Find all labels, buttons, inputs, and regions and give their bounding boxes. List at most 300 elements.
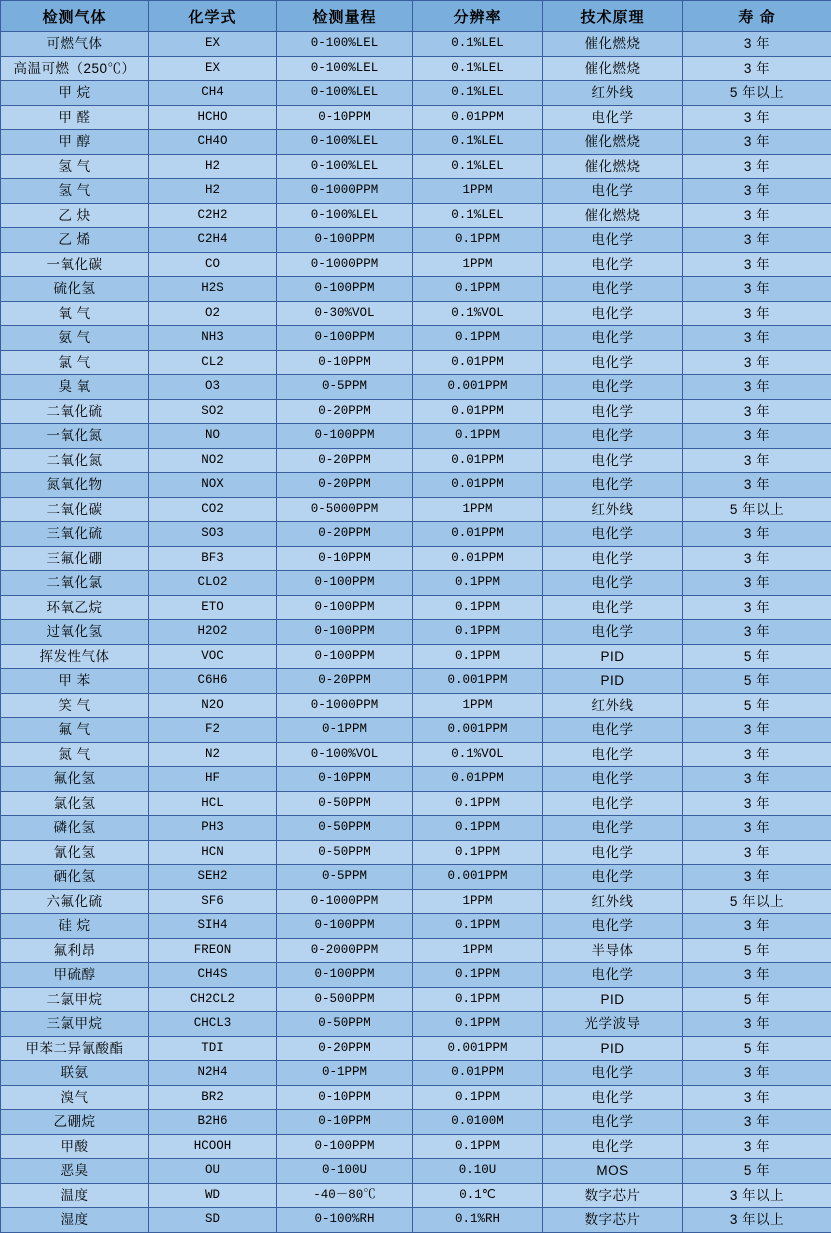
- table-row: [1, 105, 831, 130]
- cell-range: 0-20PPM: [277, 1036, 413, 1061]
- cell-formula: HCHO: [149, 105, 277, 130]
- cell-principle: 电化学: [543, 424, 683, 449]
- cell-resolution: 0.01PPM: [413, 546, 543, 571]
- cell-gas-name: 氢 气: [1, 154, 149, 179]
- cell-gas-name: 溴气: [1, 1085, 149, 1110]
- cell-gas-name: 温度: [1, 1183, 149, 1208]
- cell-range: 0-100PPM: [277, 1134, 413, 1159]
- table-header-row: [1, 1, 831, 32]
- cell-gas-name: 氮氧化物: [1, 473, 149, 498]
- cell-gas-name: 恶臭: [1, 1159, 149, 1184]
- cell-life: 3 年: [683, 424, 831, 449]
- cell-life: 5 年以上: [683, 497, 831, 522]
- cell-range: 0-1000PPM: [277, 693, 413, 718]
- cell-formula: CH4O: [149, 130, 277, 155]
- cell-resolution: 0.1%RH: [413, 1208, 543, 1233]
- cell-formula: N2H4: [149, 1061, 277, 1086]
- cell-principle: 电化学: [543, 963, 683, 988]
- cell-principle: MOS: [543, 1159, 683, 1184]
- cell-principle: 电化学: [543, 914, 683, 939]
- cell-gas-name: 氯化氢: [1, 791, 149, 816]
- cell-formula: CO2: [149, 497, 277, 522]
- cell-resolution: 0.0100M: [413, 1110, 543, 1135]
- cell-principle: 电化学: [543, 179, 683, 204]
- cell-range: 0-100%LEL: [277, 81, 413, 106]
- table-row: [1, 693, 831, 718]
- cell-formula: H2: [149, 179, 277, 204]
- cell-range: 0-100%LEL: [277, 130, 413, 155]
- table-row: [1, 816, 831, 841]
- cell-life: 5 年以上: [683, 889, 831, 914]
- table-row: [1, 938, 831, 963]
- cell-life: 3 年: [683, 742, 831, 767]
- cell-gas-name: 氰化氢: [1, 840, 149, 865]
- cell-principle: 电化学: [543, 620, 683, 645]
- cell-gas-name: 过氧化氢: [1, 620, 149, 645]
- cell-life: 3 年以上: [683, 1208, 831, 1233]
- cell-gas-name: 二氧化氯: [1, 571, 149, 596]
- cell-life: 3 年: [683, 522, 831, 547]
- cell-gas-name: 三氧化硫: [1, 522, 149, 547]
- cell-life: 3 年: [683, 277, 831, 302]
- cell-principle: 催化燃烧: [543, 56, 683, 81]
- cell-gas-name: 磷化氢: [1, 816, 149, 841]
- cell-gas-name: 乙 炔: [1, 203, 149, 228]
- cell-range: 0-20PPM: [277, 448, 413, 473]
- cell-life: 3 年: [683, 1085, 831, 1110]
- table-row: [1, 252, 831, 277]
- table-row: [1, 473, 831, 498]
- cell-life: 3 年: [683, 914, 831, 939]
- cell-resolution: 0.1PPM: [413, 791, 543, 816]
- cell-principle: PID: [543, 644, 683, 669]
- cell-range: 0-1PPM: [277, 718, 413, 743]
- table-row: [1, 399, 831, 424]
- cell-resolution: 0.1%VOL: [413, 742, 543, 767]
- cell-formula: SIH4: [149, 914, 277, 939]
- cell-principle: 电化学: [543, 522, 683, 547]
- cell-gas-name: 硒化氢: [1, 865, 149, 890]
- cell-range: 0-1PPM: [277, 1061, 413, 1086]
- cell-formula: H2S: [149, 277, 277, 302]
- cell-formula: F2: [149, 718, 277, 743]
- cell-range: 0-10PPM: [277, 350, 413, 375]
- cell-gas-name: 氮 气: [1, 742, 149, 767]
- cell-life: 3 年: [683, 56, 831, 81]
- cell-life: 3 年以上: [683, 1183, 831, 1208]
- table-row: [1, 987, 831, 1012]
- cell-range: 0-10PPM: [277, 546, 413, 571]
- cell-life: 3 年: [683, 1134, 831, 1159]
- cell-resolution: 0.1%LEL: [413, 56, 543, 81]
- cell-formula: O2: [149, 301, 277, 326]
- cell-resolution: 0.01PPM: [413, 1061, 543, 1086]
- cell-range: 0-20PPM: [277, 473, 413, 498]
- cell-principle: PID: [543, 1036, 683, 1061]
- cell-gas-name: 高温可燃（250℃）: [1, 56, 149, 81]
- cell-resolution: 0.1PPM: [413, 571, 543, 596]
- cell-life: 5 年: [683, 1036, 831, 1061]
- cell-life: 3 年: [683, 1012, 831, 1037]
- cell-resolution: 0.01PPM: [413, 448, 543, 473]
- cell-principle: 电化学: [543, 816, 683, 841]
- cell-gas-name: 氟利昂: [1, 938, 149, 963]
- table-row: [1, 130, 831, 155]
- cell-gas-name: 氧 气: [1, 301, 149, 326]
- table-row: [1, 56, 831, 81]
- cell-principle: 电化学: [543, 473, 683, 498]
- cell-resolution: 0.1℃: [413, 1183, 543, 1208]
- cell-principle: 催化燃烧: [543, 32, 683, 57]
- cell-formula: N2O: [149, 693, 277, 718]
- cell-range: 0-20PPM: [277, 399, 413, 424]
- table-row: [1, 301, 831, 326]
- cell-range: 0-2000PPM: [277, 938, 413, 963]
- cell-principle: 电化学: [543, 326, 683, 351]
- cell-gas-name: 乙 烯: [1, 228, 149, 253]
- cell-range: 0-10PPM: [277, 105, 413, 130]
- cell-life: 5 年: [683, 669, 831, 694]
- cell-resolution: 0.1%VOL: [413, 301, 543, 326]
- cell-gas-name: 甲 烷: [1, 81, 149, 106]
- cell-resolution: 1PPM: [413, 889, 543, 914]
- cell-range: 0-1000PPM: [277, 889, 413, 914]
- cell-formula: TDI: [149, 1036, 277, 1061]
- cell-gas-name: 臭 氧: [1, 375, 149, 400]
- cell-life: 3 年: [683, 375, 831, 400]
- cell-gas-name: 硫化氢: [1, 277, 149, 302]
- cell-formula: SD: [149, 1208, 277, 1233]
- cell-resolution: 0.1PPM: [413, 1085, 543, 1110]
- table-row: [1, 1208, 831, 1233]
- cell-resolution: 0.1PPM: [413, 1134, 543, 1159]
- cell-range: 0-10PPM: [277, 767, 413, 792]
- cell-range: 0-100%RH: [277, 1208, 413, 1233]
- cell-formula: SF6: [149, 889, 277, 914]
- table-row: [1, 228, 831, 253]
- cell-life: 3 年: [683, 105, 831, 130]
- cell-life: 3 年: [683, 301, 831, 326]
- cell-life: 3 年: [683, 1110, 831, 1135]
- cell-principle: 半导体: [543, 938, 683, 963]
- cell-life: 3 年: [683, 816, 831, 841]
- cell-life: 5 年: [683, 938, 831, 963]
- cell-gas-name: 一氧化氮: [1, 424, 149, 449]
- table-row: [1, 1012, 831, 1037]
- cell-gas-name: 联氨: [1, 1061, 149, 1086]
- cell-range: 0-1000PPM: [277, 252, 413, 277]
- table-row: [1, 350, 831, 375]
- column-header-gas: 检测气体: [1, 1, 149, 32]
- cell-principle: 电化学: [543, 105, 683, 130]
- cell-formula: CH4: [149, 81, 277, 106]
- cell-gas-name: 甲 苯: [1, 669, 149, 694]
- cell-life: 3 年: [683, 571, 831, 596]
- cell-gas-name: 乙硼烷: [1, 1110, 149, 1135]
- cell-formula: WD: [149, 1183, 277, 1208]
- table-row: [1, 767, 831, 792]
- cell-life: 5 年: [683, 644, 831, 669]
- cell-range: 0-100U: [277, 1159, 413, 1184]
- cell-resolution: 0.1PPM: [413, 326, 543, 351]
- cell-principle: 电化学: [543, 350, 683, 375]
- table-row: [1, 81, 831, 106]
- table-row: [1, 497, 831, 522]
- table-row: [1, 1061, 831, 1086]
- table-row: [1, 179, 831, 204]
- cell-principle: 电化学: [543, 1085, 683, 1110]
- cell-range: 0-100PPM: [277, 644, 413, 669]
- cell-resolution: 0.1PPM: [413, 595, 543, 620]
- column-header-principle: 技术原理: [543, 1, 683, 32]
- cell-range: 0-100%VOL: [277, 742, 413, 767]
- cell-life: 3 年: [683, 1061, 831, 1086]
- cell-formula: N2: [149, 742, 277, 767]
- cell-life: 3 年: [683, 473, 831, 498]
- cell-life: 5 年: [683, 987, 831, 1012]
- cell-formula: HCN: [149, 840, 277, 865]
- cell-formula: C2H2: [149, 203, 277, 228]
- cell-life: 3 年: [683, 448, 831, 473]
- cell-resolution: 0.001PPM: [413, 718, 543, 743]
- cell-formula: FREON: [149, 938, 277, 963]
- column-header-resolution: 分辨率: [413, 1, 543, 32]
- table-row: [1, 914, 831, 939]
- table-body: [1, 32, 831, 1233]
- cell-range: 0-100%LEL: [277, 56, 413, 81]
- table-row: [1, 620, 831, 645]
- cell-formula: C6H6: [149, 669, 277, 694]
- cell-principle: 电化学: [543, 595, 683, 620]
- column-header-formula: 化学式: [149, 1, 277, 32]
- cell-resolution: 0.1%LEL: [413, 154, 543, 179]
- cell-resolution: 0.1PPM: [413, 424, 543, 449]
- cell-resolution: 0.1%LEL: [413, 203, 543, 228]
- cell-range: 0-5PPM: [277, 375, 413, 400]
- cell-resolution: 0.1%LEL: [413, 32, 543, 57]
- cell-range: 0-10PPM: [277, 1110, 413, 1135]
- cell-range: 0-100%LEL: [277, 154, 413, 179]
- table-row: [1, 375, 831, 400]
- cell-formula: NO2: [149, 448, 277, 473]
- cell-formula: SO3: [149, 522, 277, 547]
- cell-principle: 催化燃烧: [543, 130, 683, 155]
- cell-formula: SEH2: [149, 865, 277, 890]
- cell-resolution: 0.1PPM: [413, 963, 543, 988]
- cell-formula: SO2: [149, 399, 277, 424]
- cell-principle: 红外线: [543, 889, 683, 914]
- cell-principle: 催化燃烧: [543, 154, 683, 179]
- table-row: [1, 32, 831, 57]
- cell-resolution: 0.001PPM: [413, 865, 543, 890]
- cell-resolution: 0.1%LEL: [413, 81, 543, 106]
- cell-life: 3 年: [683, 620, 831, 645]
- cell-principle: 电化学: [543, 546, 683, 571]
- cell-formula: HCOOH: [149, 1134, 277, 1159]
- cell-life: 5 年: [683, 693, 831, 718]
- cell-principle: PID: [543, 987, 683, 1012]
- cell-principle: 电化学: [543, 252, 683, 277]
- cell-resolution: 1PPM: [413, 497, 543, 522]
- table-row: [1, 1134, 831, 1159]
- cell-gas-name: 甲苯二异氰酸酯: [1, 1036, 149, 1061]
- cell-principle: 光学波导: [543, 1012, 683, 1037]
- cell-resolution: 0.01PPM: [413, 522, 543, 547]
- cell-range: 0-5PPM: [277, 865, 413, 890]
- cell-life: 3 年: [683, 718, 831, 743]
- cell-principle: PID: [543, 669, 683, 694]
- cell-formula: NO: [149, 424, 277, 449]
- cell-principle: 红外线: [543, 497, 683, 522]
- cell-principle: 红外线: [543, 693, 683, 718]
- table-row: [1, 791, 831, 816]
- cell-resolution: 1PPM: [413, 693, 543, 718]
- cell-life: 3 年: [683, 32, 831, 57]
- cell-life: 3 年: [683, 228, 831, 253]
- cell-resolution: 0.1PPM: [413, 1012, 543, 1037]
- cell-principle: 催化燃烧: [543, 203, 683, 228]
- table-row: [1, 644, 831, 669]
- cell-formula: CL2: [149, 350, 277, 375]
- table-row: [1, 1159, 831, 1184]
- cell-formula: EX: [149, 56, 277, 81]
- cell-principle: 电化学: [543, 375, 683, 400]
- cell-formula: CHCL3: [149, 1012, 277, 1037]
- cell-gas-name: 六氟化硫: [1, 889, 149, 914]
- cell-gas-name: 氯 气: [1, 350, 149, 375]
- cell-life: 3 年: [683, 350, 831, 375]
- table-row: [1, 742, 831, 767]
- cell-range: 0-50PPM: [277, 816, 413, 841]
- cell-resolution: 0.1PPM: [413, 644, 543, 669]
- cell-resolution: 0.01PPM: [413, 350, 543, 375]
- cell-gas-name: 氟 气: [1, 718, 149, 743]
- cell-principle: 电化学: [543, 1134, 683, 1159]
- table-row: [1, 1085, 831, 1110]
- cell-formula: NOX: [149, 473, 277, 498]
- cell-principle: 电化学: [543, 571, 683, 596]
- cell-principle: 电化学: [543, 840, 683, 865]
- cell-range: 0-100PPM: [277, 571, 413, 596]
- cell-resolution: 0.01PPM: [413, 105, 543, 130]
- cell-range: -40－80℃: [277, 1183, 413, 1208]
- cell-formula: CH4S: [149, 963, 277, 988]
- cell-range: 0-100PPM: [277, 595, 413, 620]
- cell-formula: VOC: [149, 644, 277, 669]
- cell-formula: HF: [149, 767, 277, 792]
- cell-principle: 电化学: [543, 228, 683, 253]
- cell-principle: 电化学: [543, 301, 683, 326]
- table-row: [1, 326, 831, 351]
- cell-resolution: 0.1PPM: [413, 816, 543, 841]
- cell-principle: 电化学: [543, 399, 683, 424]
- cell-resolution: 0.01PPM: [413, 767, 543, 792]
- cell-formula: CLO2: [149, 571, 277, 596]
- cell-resolution: 0.001PPM: [413, 1036, 543, 1061]
- cell-formula: ETO: [149, 595, 277, 620]
- cell-range: 0-100PPM: [277, 326, 413, 351]
- table-row: [1, 1036, 831, 1061]
- cell-life: 3 年: [683, 130, 831, 155]
- cell-life: 3 年: [683, 767, 831, 792]
- cell-gas-name: 氨 气: [1, 326, 149, 351]
- cell-range: 0-100PPM: [277, 424, 413, 449]
- cell-range: 0-100PPM: [277, 620, 413, 645]
- cell-range: 0-50PPM: [277, 840, 413, 865]
- cell-gas-name: 甲 醛: [1, 105, 149, 130]
- cell-principle: 电化学: [543, 1110, 683, 1135]
- cell-gas-name: 氢 气: [1, 179, 149, 204]
- column-header-life: 寿 命: [683, 1, 831, 32]
- cell-gas-name: 二氧化氮: [1, 448, 149, 473]
- cell-principle: 电化学: [543, 865, 683, 890]
- table-row: [1, 718, 831, 743]
- cell-formula: PH3: [149, 816, 277, 841]
- cell-range: 0-5000PPM: [277, 497, 413, 522]
- cell-range: 0-1000PPM: [277, 179, 413, 204]
- table-row: [1, 840, 831, 865]
- cell-gas-name: 一氧化碳: [1, 252, 149, 277]
- cell-principle: 电化学: [543, 742, 683, 767]
- cell-formula: CH2CL2: [149, 987, 277, 1012]
- cell-formula: H2: [149, 154, 277, 179]
- cell-principle: 电化学: [543, 791, 683, 816]
- cell-formula: BR2: [149, 1085, 277, 1110]
- cell-resolution: 0.1PPM: [413, 228, 543, 253]
- cell-gas-name: 三氟化硼: [1, 546, 149, 571]
- cell-life: 5 年: [683, 1159, 831, 1184]
- cell-formula: CO: [149, 252, 277, 277]
- cell-resolution: 0.1PPM: [413, 914, 543, 939]
- cell-range: 0-100PPM: [277, 963, 413, 988]
- cell-life: 3 年: [683, 595, 831, 620]
- cell-principle: 电化学: [543, 1061, 683, 1086]
- cell-range: 0-100%LEL: [277, 203, 413, 228]
- cell-formula: O3: [149, 375, 277, 400]
- cell-resolution: 0.01PPM: [413, 473, 543, 498]
- cell-resolution: 0.1PPM: [413, 987, 543, 1012]
- cell-gas-name: 笑 气: [1, 693, 149, 718]
- cell-life: 3 年: [683, 326, 831, 351]
- cell-resolution: 0.001PPM: [413, 669, 543, 694]
- cell-range: 0-30%VOL: [277, 301, 413, 326]
- cell-formula: BF3: [149, 546, 277, 571]
- cell-principle: 电化学: [543, 448, 683, 473]
- cell-range: 0-100%LEL: [277, 32, 413, 57]
- cell-formula: HCL: [149, 791, 277, 816]
- cell-resolution: 0.10U: [413, 1159, 543, 1184]
- cell-life: 3 年: [683, 399, 831, 424]
- table-row: [1, 595, 831, 620]
- cell-range: 0-10PPM: [277, 1085, 413, 1110]
- cell-principle: 数字芯片: [543, 1208, 683, 1233]
- cell-life: 3 年: [683, 840, 831, 865]
- cell-resolution: 1PPM: [413, 938, 543, 963]
- cell-principle: 红外线: [543, 81, 683, 106]
- cell-gas-name: 湿度: [1, 1208, 149, 1233]
- table-row: [1, 277, 831, 302]
- cell-range: 0-500PPM: [277, 987, 413, 1012]
- cell-life: 3 年: [683, 791, 831, 816]
- cell-range: 0-50PPM: [277, 1012, 413, 1037]
- cell-gas-name: 甲硫醇: [1, 963, 149, 988]
- cell-range: 0-50PPM: [277, 791, 413, 816]
- cell-resolution: 1PPM: [413, 179, 543, 204]
- cell-life: 3 年: [683, 546, 831, 571]
- cell-formula: NH3: [149, 326, 277, 351]
- table-row: [1, 963, 831, 988]
- table-row: [1, 522, 831, 547]
